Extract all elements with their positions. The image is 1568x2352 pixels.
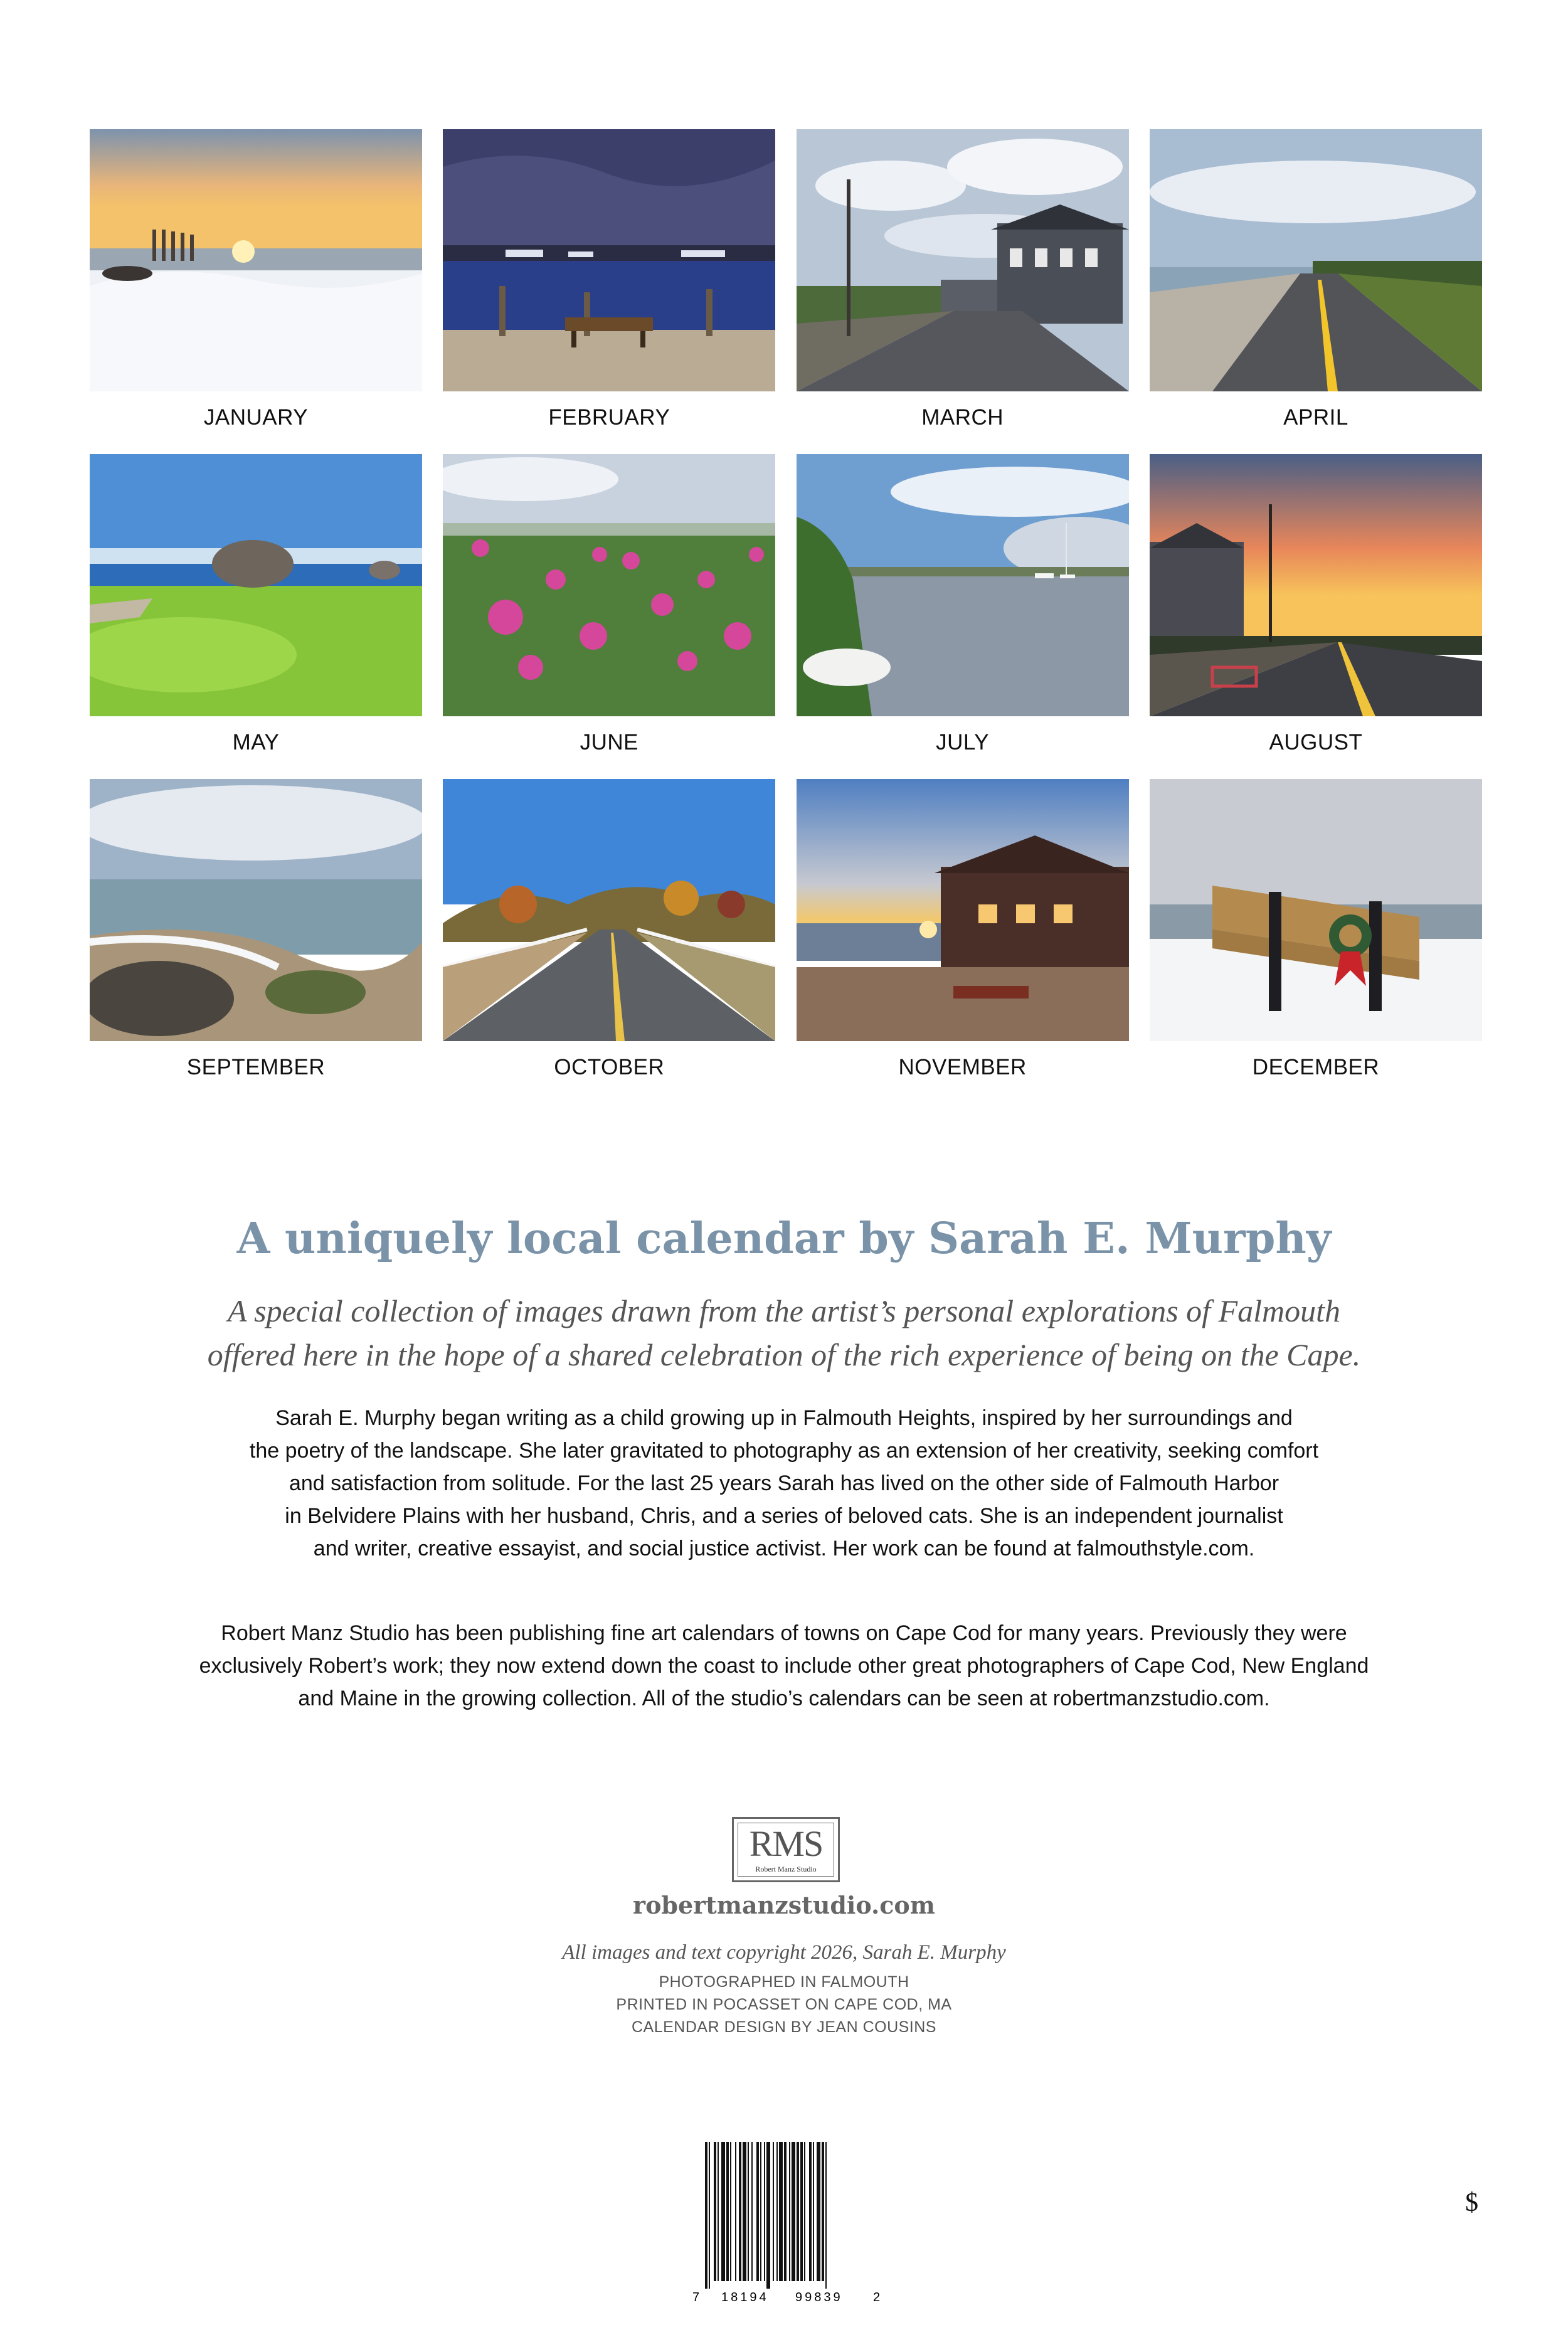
month-cell-july bbox=[797, 454, 1129, 779]
barcode-bar bbox=[739, 2142, 741, 2281]
photo-row bbox=[90, 129, 1482, 454]
barcode-check-digit: 2 bbox=[873, 2291, 881, 2304]
barcode-bar bbox=[792, 2142, 795, 2281]
barcode-bar bbox=[766, 2142, 770, 2289]
month-cell-september bbox=[90, 779, 422, 1104]
month-label: MAY bbox=[232, 730, 280, 755]
barcode-bar bbox=[735, 2142, 736, 2281]
barcode-bar bbox=[760, 2142, 761, 2281]
barcode-bar bbox=[789, 2142, 790, 2281]
month-photo-grid bbox=[90, 129, 1482, 1104]
copyright: All images and text copyright 2026, Sarah E. Murphy bbox=[562, 1941, 1006, 1964]
studio-line: Robert Manz Studio has been publishing fine art calendars of towns on Cape Cod for many years. Previously they were bbox=[221, 1621, 1347, 1645]
may-photo bbox=[90, 454, 422, 716]
page-title: A uniquely local calendar by Sarah E. Murphy bbox=[236, 1214, 1332, 1264]
subtitle-line: A special collection of images drawn from the artist’s personal explorations of Falmouth bbox=[228, 1293, 1340, 1328]
july-photo bbox=[797, 454, 1129, 716]
month-label: APRIL bbox=[1283, 405, 1348, 430]
logo-frame bbox=[738, 1823, 834, 1877]
bio-line: the poetry of the landscape. She later gravitated to photography as an extension of her creativity, seeking comfort bbox=[249, 1439, 1319, 1463]
month-cell-january bbox=[90, 129, 422, 454]
month-cell-august bbox=[1150, 454, 1482, 779]
barcode-bar bbox=[751, 2142, 753, 2281]
photo-row bbox=[90, 454, 1482, 779]
barcode-bar bbox=[726, 2142, 729, 2281]
barcode-bar bbox=[797, 2142, 799, 2281]
august-photo bbox=[1150, 454, 1482, 716]
artist-bio bbox=[157, 1402, 1411, 1565]
rms-logo bbox=[732, 1817, 840, 1882]
barcode-right-digits: 99839 bbox=[795, 2291, 843, 2304]
october-photo bbox=[443, 779, 775, 1041]
barcode-bar bbox=[776, 2142, 778, 2281]
month-cell-december bbox=[1150, 779, 1482, 1104]
logo-subtitle: Robert Manz Studio bbox=[755, 1865, 817, 1873]
bio-line: in Belvidere Plains with her husband, Chris, and a series of beloved cats. She is an independent journalist bbox=[285, 1504, 1283, 1528]
barcode bbox=[690, 2142, 884, 2305]
barcode-bar bbox=[784, 2142, 787, 2281]
barcode-bar bbox=[817, 2142, 820, 2281]
barcode-left-digits: 18194 bbox=[721, 2291, 769, 2304]
photo-row bbox=[90, 779, 1482, 1104]
barcode-bar bbox=[705, 2142, 707, 2289]
barcode-bar bbox=[800, 2142, 803, 2281]
barcode-bar bbox=[718, 2142, 719, 2281]
barcode-bar bbox=[748, 2142, 749, 2281]
barcode-bar bbox=[779, 2142, 783, 2281]
month-label: JUNE bbox=[580, 730, 639, 755]
december-photo bbox=[1150, 779, 1482, 1041]
month-label: FEBRUARY bbox=[548, 405, 670, 430]
price-label: $ bbox=[1465, 2188, 1478, 2217]
barcode-bar bbox=[730, 2142, 731, 2281]
april-photo bbox=[1150, 129, 1482, 391]
june-photo bbox=[443, 454, 775, 716]
month-cell-june bbox=[443, 454, 775, 779]
month-label: OCTOBER bbox=[554, 1055, 665, 1079]
month-cell-february bbox=[443, 129, 775, 454]
month-label: AUGUST bbox=[1269, 730, 1363, 755]
barcode-bar bbox=[825, 2142, 827, 2289]
credit-line: PRINTED IN POCASSET ON CAPE COD, MA bbox=[616, 1996, 952, 2013]
barcode-bar bbox=[822, 2142, 824, 2281]
studio-line: and Maine in the growing collection. All of the studio’s calendars can be seen at robertmanzstudio.com. bbox=[298, 1687, 1270, 1710]
barcode-bar bbox=[714, 2142, 716, 2281]
month-cell-april bbox=[1150, 129, 1482, 454]
month-label: SEPTEMBER bbox=[186, 1055, 326, 1079]
studio-description bbox=[125, 1617, 1443, 1715]
september-photo bbox=[90, 779, 422, 1041]
january-photo bbox=[90, 129, 422, 391]
march-photo bbox=[797, 129, 1129, 391]
barcode-bar bbox=[756, 2142, 759, 2281]
credit-line: CALENDAR DESIGN BY JEAN COUSINS bbox=[632, 2018, 936, 2036]
barcode-bar bbox=[809, 2142, 812, 2281]
month-label: JANUARY bbox=[203, 405, 309, 430]
barcode-bar bbox=[813, 2142, 814, 2281]
month-cell-march bbox=[797, 129, 1129, 454]
subtitle bbox=[0, 1289, 1568, 1377]
studio-line: exclusively Robert’s work; they now extend down the coast to include other great photographers of Cape Cod, New England bbox=[199, 1654, 1369, 1678]
barcode-bar bbox=[804, 2142, 805, 2281]
month-cell-november bbox=[797, 779, 1129, 1104]
month-cell-october bbox=[443, 779, 775, 1104]
month-label: NOVEMBER bbox=[898, 1055, 1027, 1079]
month-cell-may bbox=[90, 454, 422, 779]
november-photo bbox=[797, 779, 1129, 1041]
logo-mark: RMS bbox=[749, 1823, 823, 1864]
month-label: DECEMBER bbox=[1252, 1055, 1380, 1079]
barcode-bar bbox=[764, 2142, 765, 2281]
barcode-lead-digit: 7 bbox=[692, 2291, 700, 2304]
website: robertmanzstudio.com bbox=[633, 1891, 935, 1919]
barcode-bar bbox=[709, 2142, 710, 2289]
subtitle-line: offered here in the hope of a shared celebration of the rich experience of being on the Cape. bbox=[207, 1337, 1361, 1372]
bio-line: Sarah E. Murphy began writing as a child growing up in Falmouth Heights, inspired by her surroundings and bbox=[275, 1406, 1293, 1430]
bio-line: and writer, creative essayist, and social justice activist. Her work can be found at falmouthstyle.com. bbox=[313, 1537, 1255, 1560]
february-photo bbox=[443, 129, 775, 391]
barcode-bar bbox=[743, 2142, 746, 2281]
month-label: JULY bbox=[936, 730, 990, 755]
credit-line: PHOTOGRAPHED IN FALMOUTH bbox=[659, 1973, 909, 1991]
month-label: MARCH bbox=[921, 405, 1004, 430]
bio-line: and satisfaction from solitude. For the last 25 years Sarah has lived on the other side of Falmouth Harbor bbox=[289, 1471, 1279, 1495]
barcode-bar bbox=[721, 2142, 725, 2281]
barcode-bar bbox=[773, 2142, 774, 2281]
